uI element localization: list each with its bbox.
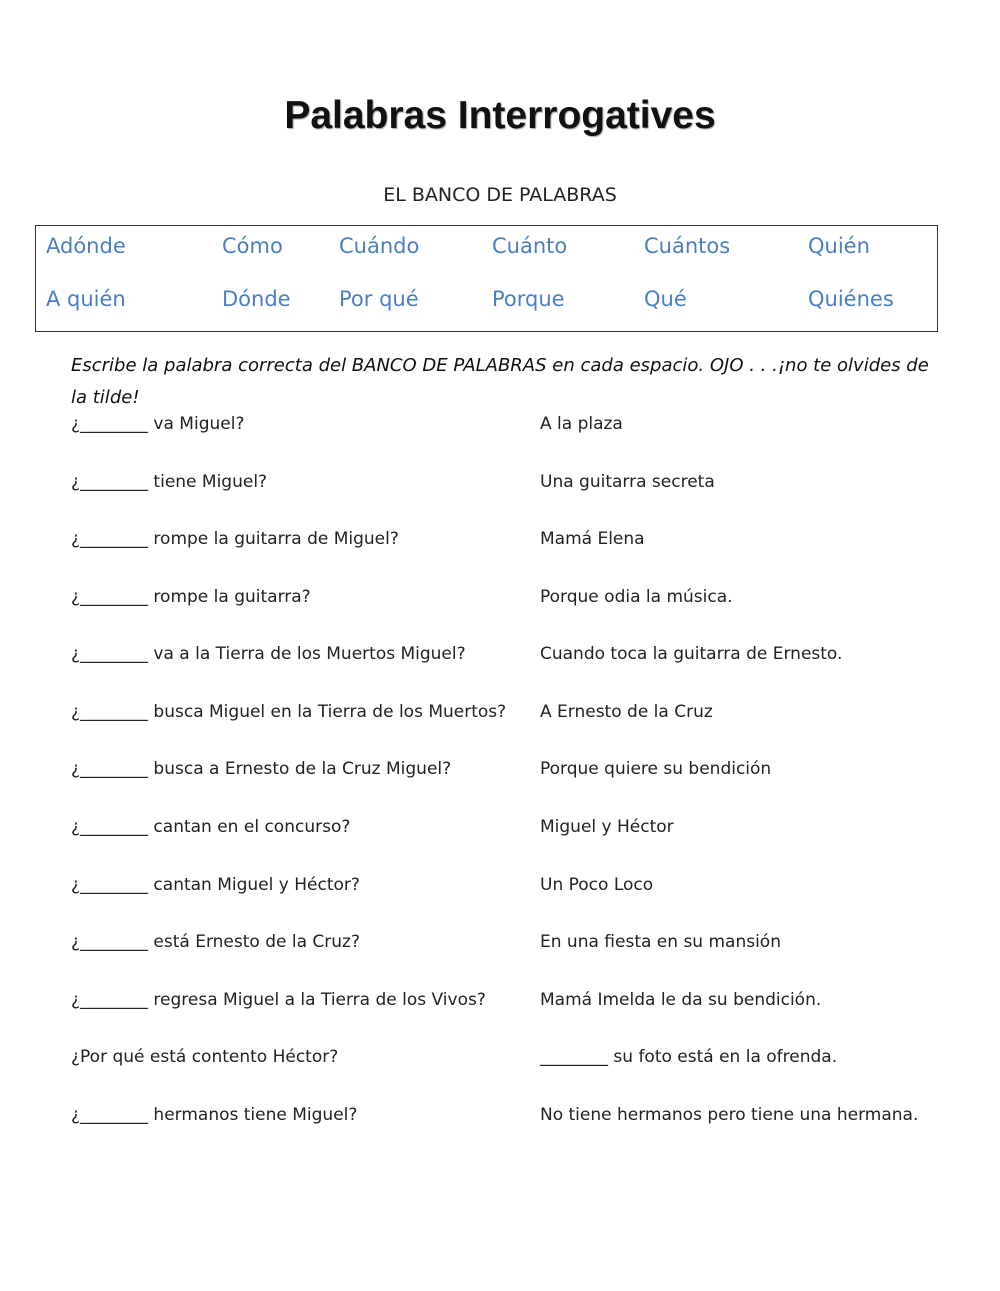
word-bank-word: Dónde (222, 287, 291, 311)
word-bank-word: Quién (808, 234, 870, 258)
word-bank-word: Quiénes (808, 287, 894, 311)
question-row (71, 1105, 961, 1131)
answer-text: Mamá Elena (540, 529, 645, 549)
question-text: ¿________ busca a Ernesto de la Cruz Miguel? (71, 759, 452, 779)
word-bank-word: Cuántos (644, 234, 731, 258)
question-text: ¿________ rompe la guitarra de Miguel? (71, 529, 399, 549)
answer-text: En una fiesta en su mansión (540, 932, 781, 952)
word-bank-word: Qué (644, 287, 687, 311)
answer-text: Cuando toca la guitarra de Ernesto. (540, 644, 843, 664)
question-text: ¿________ rompe la guitarra? (71, 587, 311, 607)
question-text: ¿________ busca Miguel en la Tierra de los Muertos? (71, 702, 507, 722)
word-bank-word: Por qué (339, 287, 419, 311)
answer-text: Mamá Imelda le da su bendición. (540, 990, 822, 1010)
question-text: ¿________ va Miguel? (71, 414, 245, 434)
question-row (71, 932, 961, 958)
answer-text: Miguel y Héctor (540, 817, 674, 837)
question-text: ¿________ va a la Tierra de los Muertos Miguel? (71, 644, 466, 664)
answer-text: ________ su foto está en la ofrenda. (540, 1047, 838, 1067)
answer-text: A la plaza (540, 414, 623, 434)
answer-text: A Ernesto de la Cruz (540, 702, 713, 722)
answer-text: No tiene hermanos pero tiene una hermana. (540, 1105, 919, 1125)
question-row (71, 1047, 961, 1073)
question-row (71, 529, 961, 555)
question-text: ¿________ está Ernesto de la Cruz? (71, 932, 360, 952)
question-row (71, 817, 961, 843)
answer-text: Porque odia la música. (540, 587, 733, 607)
question-text: ¿________ cantan en el concurso? (71, 817, 351, 837)
word-bank-word: A quién (46, 287, 126, 311)
page-title: Palabras Interrogatives (284, 94, 716, 137)
question-row (71, 472, 961, 498)
answer-text: Una guitarra secreta (540, 472, 715, 492)
word-bank-word: Cuánto (492, 234, 568, 258)
word-bank-heading: EL BANCO DE PALABRAS (383, 184, 617, 206)
question-row (71, 414, 961, 440)
question-text: ¿________ regresa Miguel a la Tierra de los Vivos? (71, 990, 486, 1010)
answer-text: Un Poco Loco (540, 875, 654, 895)
question-row (71, 644, 961, 670)
word-bank-word: Cómo (222, 234, 283, 258)
question-text: ¿________ hermanos tiene Miguel? (71, 1105, 358, 1125)
question-text: ¿Por qué está contento Héctor? (71, 1047, 339, 1067)
instructions: Escribe la palabra correcta del BANCO DE PALABRAS en cada espacio. OJO . . .¡no te olvides de la tilde! (71, 355, 929, 408)
question-row (71, 702, 961, 728)
question-row (71, 875, 961, 901)
answer-text: Porque quiere su bendición (540, 759, 772, 779)
word-bank-word: Adónde (46, 234, 126, 258)
question-text: ¿________ tiene Miguel? (71, 472, 268, 492)
word-bank-box (35, 225, 938, 332)
word-bank-word: Porque (492, 287, 565, 311)
question-row (71, 587, 961, 613)
word-bank-word: Cuándo (339, 234, 420, 258)
question-row (71, 759, 961, 785)
question-row (71, 990, 961, 1016)
question-text: ¿________ cantan Miguel y Héctor? (71, 875, 360, 895)
